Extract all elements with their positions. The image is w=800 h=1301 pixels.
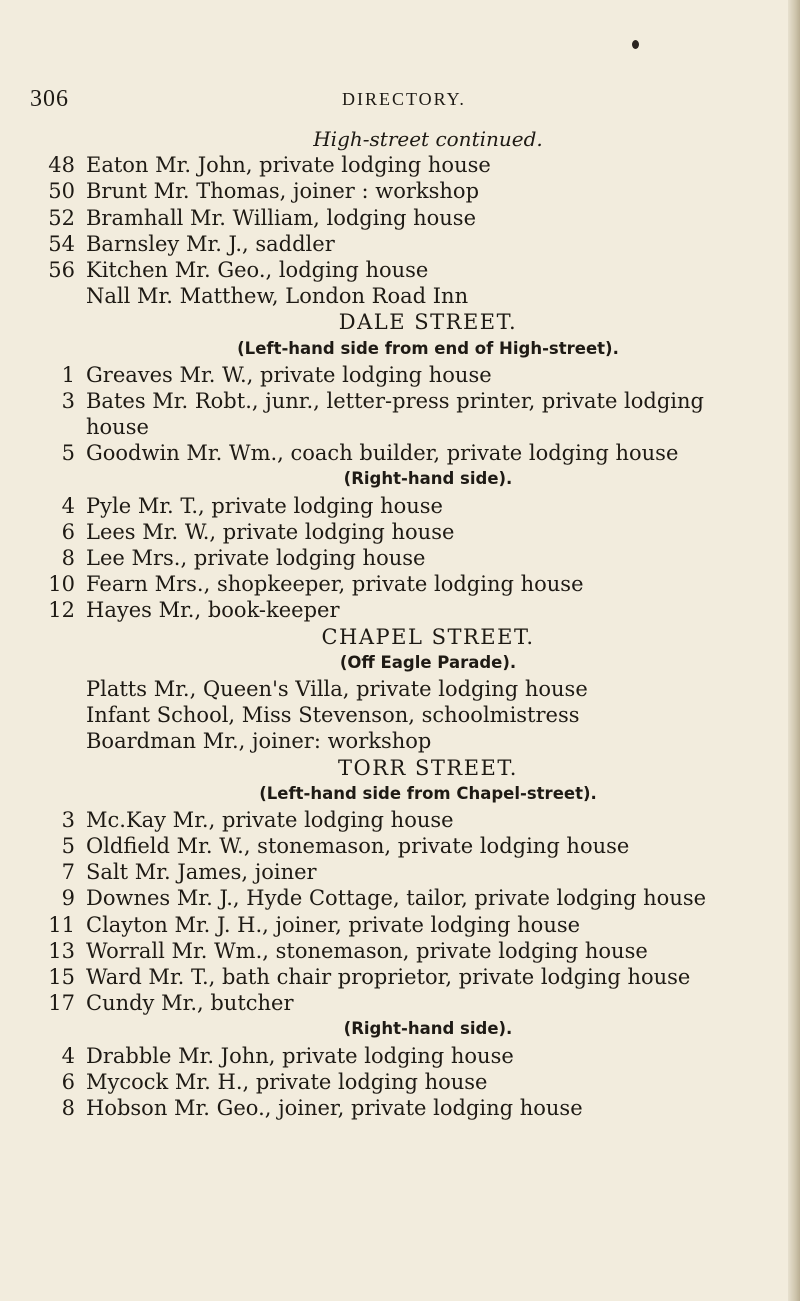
directory-entry	[48, 597, 768, 623]
entry-text: Kitchen Mr. Geo., lodging house	[86, 257, 429, 282]
house-number: 4	[61, 493, 75, 518]
directory-entry	[48, 885, 768, 911]
entry-text: Eaton Mr. John, private lodging house	[86, 153, 491, 178]
house-number: 3	[61, 807, 75, 832]
directory-entry	[48, 257, 768, 283]
directory-entry	[48, 1069, 768, 1095]
entry-text: Salt Mr. James, joiner	[86, 860, 317, 885]
directory-entry	[48, 807, 768, 833]
entry-text: Boardman Mr., joiner: workshop	[86, 729, 432, 754]
entry-text: Barnsley Mr. J., saddler	[86, 231, 335, 256]
chapel-entries	[48, 676, 768, 755]
page-header	[30, 86, 650, 112]
house-number: 56	[48, 257, 75, 282]
directory-entry	[48, 859, 768, 885]
entry-text: Downes Mr. J., Hyde Cottage, tailor, private lodging house	[86, 886, 707, 911]
directory-entry	[48, 545, 768, 571]
entry-text: Pyle Mr. T., private lodging house	[86, 493, 443, 518]
directory-entry	[48, 362, 768, 388]
page-number: 306	[30, 86, 69, 112]
street-title-dale: DALE STREET.	[338, 310, 518, 335]
house-number: 7	[61, 860, 75, 885]
directory-entry	[48, 1095, 768, 1121]
house-number: 8	[61, 1095, 75, 1120]
house-number: 5	[61, 834, 75, 859]
entry-text: Mycock Mr. H., private lodging house	[86, 1069, 488, 1094]
house-number: 13	[48, 938, 75, 963]
side-note: (Right-hand side).	[343, 1019, 513, 1039]
house-number: 17	[48, 991, 75, 1016]
house-number: 6	[61, 519, 75, 544]
side-note: (Right-hand side).	[343, 469, 513, 489]
ink-spot	[632, 40, 639, 49]
directory-entry	[48, 676, 768, 702]
house-number: 8	[61, 546, 75, 570]
directory-entry	[48, 964, 768, 990]
directory-entry	[48, 702, 768, 728]
directory-entry	[48, 990, 768, 1016]
entry-text: Bramhall Mr. William, lodging house	[86, 205, 477, 230]
entry-text: Infant School, Miss Stevenson, schoolmistress	[86, 703, 580, 728]
directory-entry	[48, 833, 768, 859]
directory-entry	[48, 178, 768, 204]
side-note: (Off Eagle Parade).	[339, 652, 517, 672]
directory-entry	[48, 283, 768, 309]
directory-entry	[48, 440, 768, 466]
directory-entry	[48, 938, 768, 964]
dale-right-entries	[48, 493, 768, 624]
entry-text: Goodwin Mr. Wm., coach builder, private lodging house	[86, 441, 679, 466]
entry-text: Brunt Mr. Thomas, joiner : workshop	[86, 179, 480, 204]
entry-text: Platts Mr., Queen's Villa, private lodging house	[86, 676, 588, 701]
running-head: DIRECTORY.	[342, 89, 466, 109]
directory-entry	[48, 1043, 768, 1069]
house-number: 54	[48, 231, 75, 256]
entry-text: Cundy Mr., butcher	[86, 991, 294, 1016]
directory-entry	[48, 728, 768, 754]
house-number: 50	[48, 179, 75, 204]
directory-entry	[48, 231, 768, 257]
entry-text: Mc.Kay Mr., private lodging house	[86, 807, 454, 832]
directory-entry	[48, 388, 768, 414]
house-number: 4	[61, 1043, 75, 1068]
entry-text: Lee Mrs., private lodging house	[86, 546, 426, 570]
street-title-chapel: CHAPEL STREET.	[321, 624, 535, 649]
house-number: 5	[61, 441, 75, 466]
dale-left-entries	[48, 362, 768, 467]
entry-text: Clayton Mr. J. H., joiner, private lodging house	[86, 912, 581, 937]
torr-right-entries	[48, 1043, 768, 1122]
street-title-torr: TORR STREET.	[338, 755, 518, 780]
directory-entry	[48, 205, 768, 231]
house-number: 52	[48, 205, 75, 230]
house-number: 6	[61, 1069, 75, 1094]
house-number: 48	[48, 153, 75, 178]
page-edge	[788, 0, 800, 1301]
entry-text: Oldfield Mr. W., stonemason, private lodging house	[86, 834, 630, 859]
house-number: 10	[48, 572, 75, 597]
directory-entry	[48, 493, 768, 519]
entry-text: Fearn Mrs., shopkeeper, private lodging house	[86, 572, 584, 597]
directory-entry	[48, 519, 768, 545]
entry-text: Nall Mr. Matthew, London Road Inn	[86, 284, 469, 309]
directory-entry	[48, 912, 768, 938]
house-number: 12	[48, 598, 75, 623]
entry-text: Drabble Mr. John, private lodging house	[86, 1043, 514, 1068]
directory-listing	[48, 126, 768, 1121]
house-number: 11	[48, 912, 75, 937]
entry-text: Ward Mr. T., bath chair proprietor, private lodging house	[86, 965, 691, 989]
house-number: 3	[61, 388, 75, 413]
directory-entry	[48, 152, 768, 178]
entry-continuation: house	[86, 415, 149, 440]
entry-text: Hobson Mr. Geo., joiner, private lodging house	[86, 1095, 583, 1120]
house-number: 9	[61, 886, 75, 911]
side-note: (Left-hand side from end of High-street).	[237, 338, 619, 358]
entry-text: Hayes Mr., book-keeper	[86, 598, 340, 623]
house-number: 1	[61, 362, 75, 387]
house-number: 15	[48, 965, 75, 989]
entry-text: Bates Mr. Robt., junr., letter-press printer, private lodging	[86, 388, 704, 413]
entry-text: Lees Mr. W., private lodging house	[86, 519, 455, 544]
torr-left-entries	[48, 807, 768, 1017]
high-street-section	[48, 152, 768, 309]
directory-entry	[48, 571, 768, 597]
continued-heading: High-street continued.	[313, 127, 543, 151]
side-note: (Left-hand side from Chapel-street).	[259, 783, 597, 803]
entry-text: Worrall Mr. Wm., stonemason, private lodging house	[86, 938, 648, 963]
entry-text: Greaves Mr. W., private lodging house	[86, 362, 492, 387]
